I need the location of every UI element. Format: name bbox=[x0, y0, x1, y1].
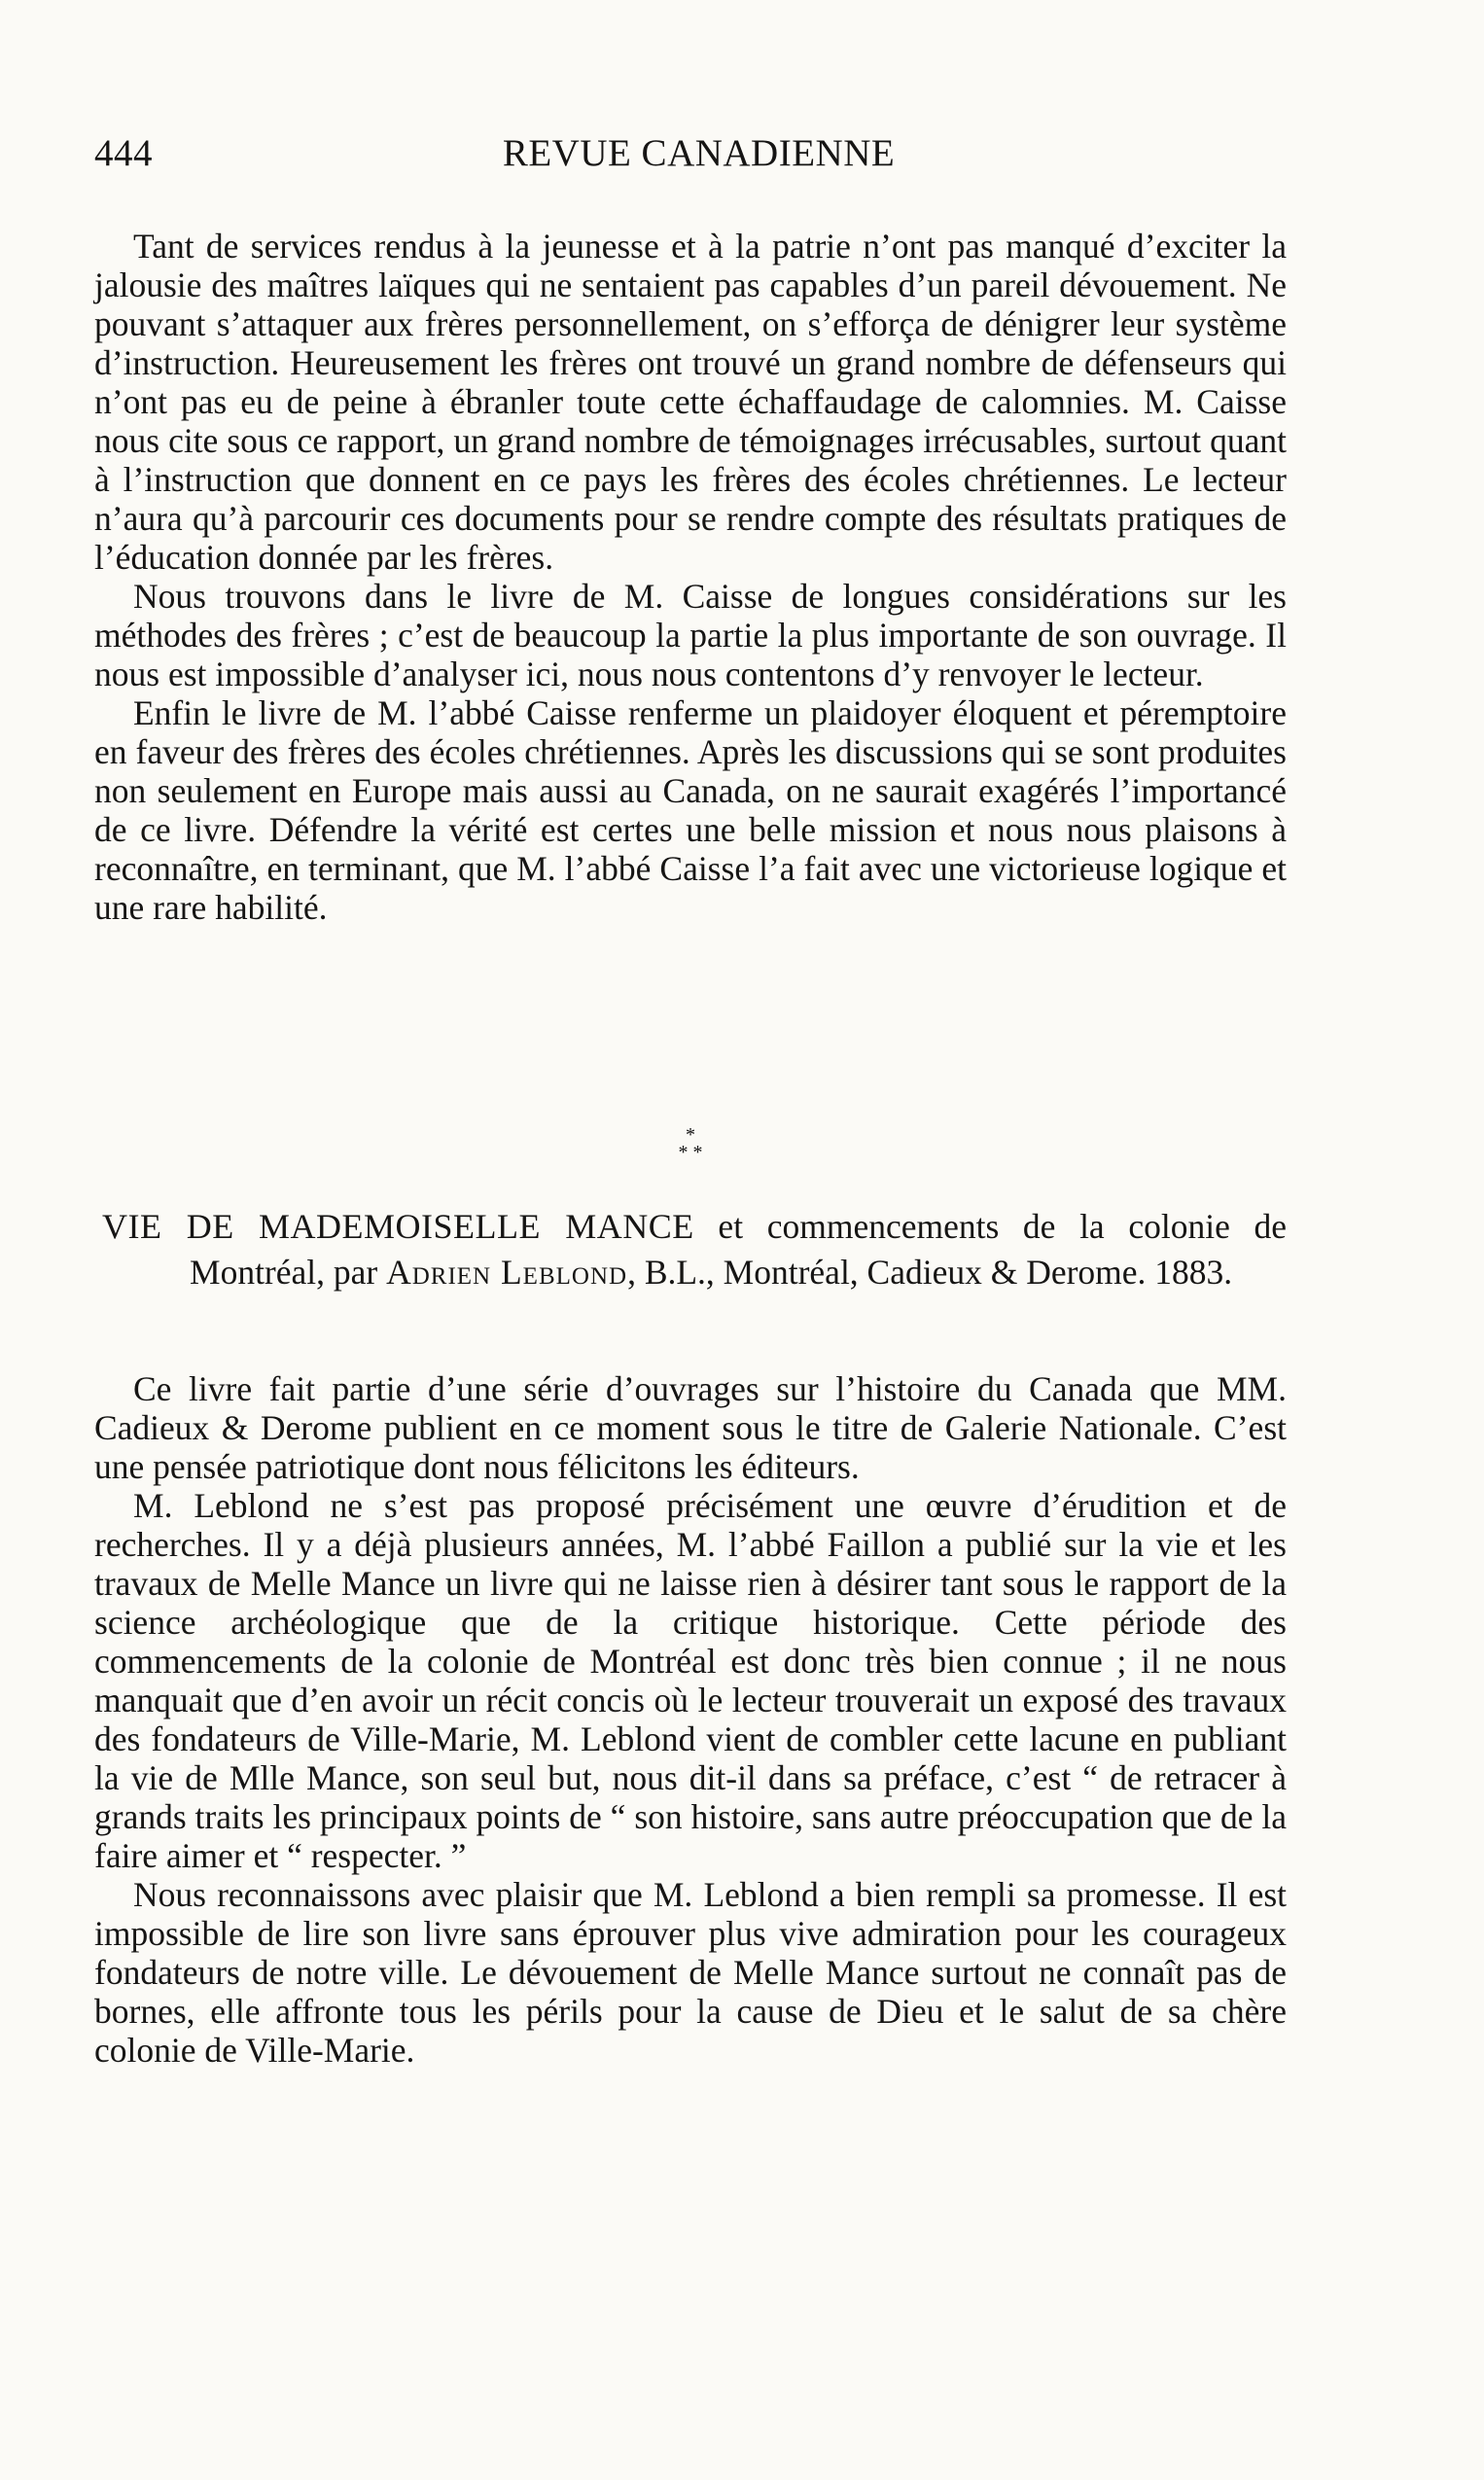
section-separator bbox=[642, 1126, 739, 1171]
paragraph: Enfin le livre de M. l’abbé Caisse renferme un plaidoyer éloquent et péremptoire en faveur des frères des écoles chrétiennes. Après les discussions qui se sont produites non seulement en Europe mais aussi au Canada, on ne saurait exagérés l’importancé de ce livre. Défendre la vérité est certes une belle mission et nous nous plaisons à reconnaître, en terminant, que M. l’abbé Caisse l’a fait avec une victorieuse logique et une rare habilité. bbox=[94, 693, 1287, 927]
journal-title: REVUE CANADIENNE bbox=[502, 132, 896, 174]
publication-info: , B.L., Montréal, Cadieux & Derome. 1883. bbox=[627, 1253, 1233, 1292]
page-number: 444 bbox=[94, 132, 153, 174]
paragraph: Nous trouvons dans le livre de M. Caisse de longues considérations sur les méthodes des frères ; c’est de beaucoup la partie la plus importante de son ouvrage. Il nous est impossible d’analyser ici, nous nous contentons d’y renvoyer le lecteur. bbox=[94, 577, 1287, 693]
book-subtitle: et commencements de la colonie de Montréal, par bbox=[190, 1207, 1287, 1292]
separator-stars-bottom: * * bbox=[678, 1142, 703, 1163]
paragraph: Tant de services rendus à la jeunesse et à la patrie n’ont pas manqué d’exciter la jalousie des maîtres laïques qui ne sentaient pas capables d’un pareil dévouement. Ne pouvant s’attaquer aux frères personnellement, on s’efforça de dénigrer leur système d’instruction. Heureusement les frères ont trouvé un grand nombre de défenseurs qui n’ont pas eu de peine à ébranler toute cette échaffaudage de calomnies. M. Caisse nous cite sous ce rapport, un grand nombre de témoignages irrécusables, surtout quant à l’instruction que donnent en ce pays les frères des écoles chrétiennes. Le lecteur n’aura qu’à parcourir ces documents pour se rendre compte des résultats pratiques de l’éducation donnée par les frères. bbox=[94, 227, 1287, 577]
review-caisse-conclusion bbox=[94, 227, 1287, 927]
running-head bbox=[94, 131, 1303, 180]
book-title: VIE DE MADEMOISELLE MANCE bbox=[102, 1207, 694, 1246]
paragraph: M. Leblond ne s’est pas proposé précisément une œuvre d’érudition et de recherches. Il y a déjà plusieurs années, M. l’abbé Faillon a publié sur la vie et les travaux de Melle Mance un livre qui ne laisse rien à désirer tant sous le rapport de la science archéologique que de la critique historique. Cette période des commencements de la colonie de Montréal est donc très bien connue ; il ne nous manquait que d’en avoir un récit concis où le lecteur trouverait un exposé des travaux des fondateurs de Ville-Marie, M. Leblond vient de combler cette lacune en publiant la vie de Mlle Mance, son seul but, nous dit-il dans sa préface, c’est “ de retracer à grands traits les principaux points de “ son histoire, sans autre préoccupation que de la faire aimer et “ respecter. ” bbox=[94, 1486, 1287, 1875]
review-leblond bbox=[94, 1369, 1287, 2070]
paragraph: Nous reconnaissons avec plaisir que M. Leblond a bien rempli sa promesse. Il est impossible de lire son livre sans éprouver plus vive admiration pour les courageux fondateurs de notre ville. Le dévouement de Melle Mance surtout ne connaît pas de bornes, elle affronte tous les périls pour la cause de Dieu et le salut de sa chère colonie de Ville-Marie. bbox=[94, 1875, 1287, 2070]
separator-star-top: * bbox=[686, 1124, 695, 1146]
book-citation bbox=[102, 1204, 1287, 1295]
paragraph: Ce livre fait partie d’une série d’ouvrages sur l’histoire du Canada que MM. Cadieux & Derome publient en ce moment sous le titre de Galerie Nationale. C’est une pensée patriotique dont nous félicitons les éditeurs. bbox=[94, 1369, 1287, 1486]
author-name: Adrien Leblond bbox=[386, 1253, 628, 1292]
